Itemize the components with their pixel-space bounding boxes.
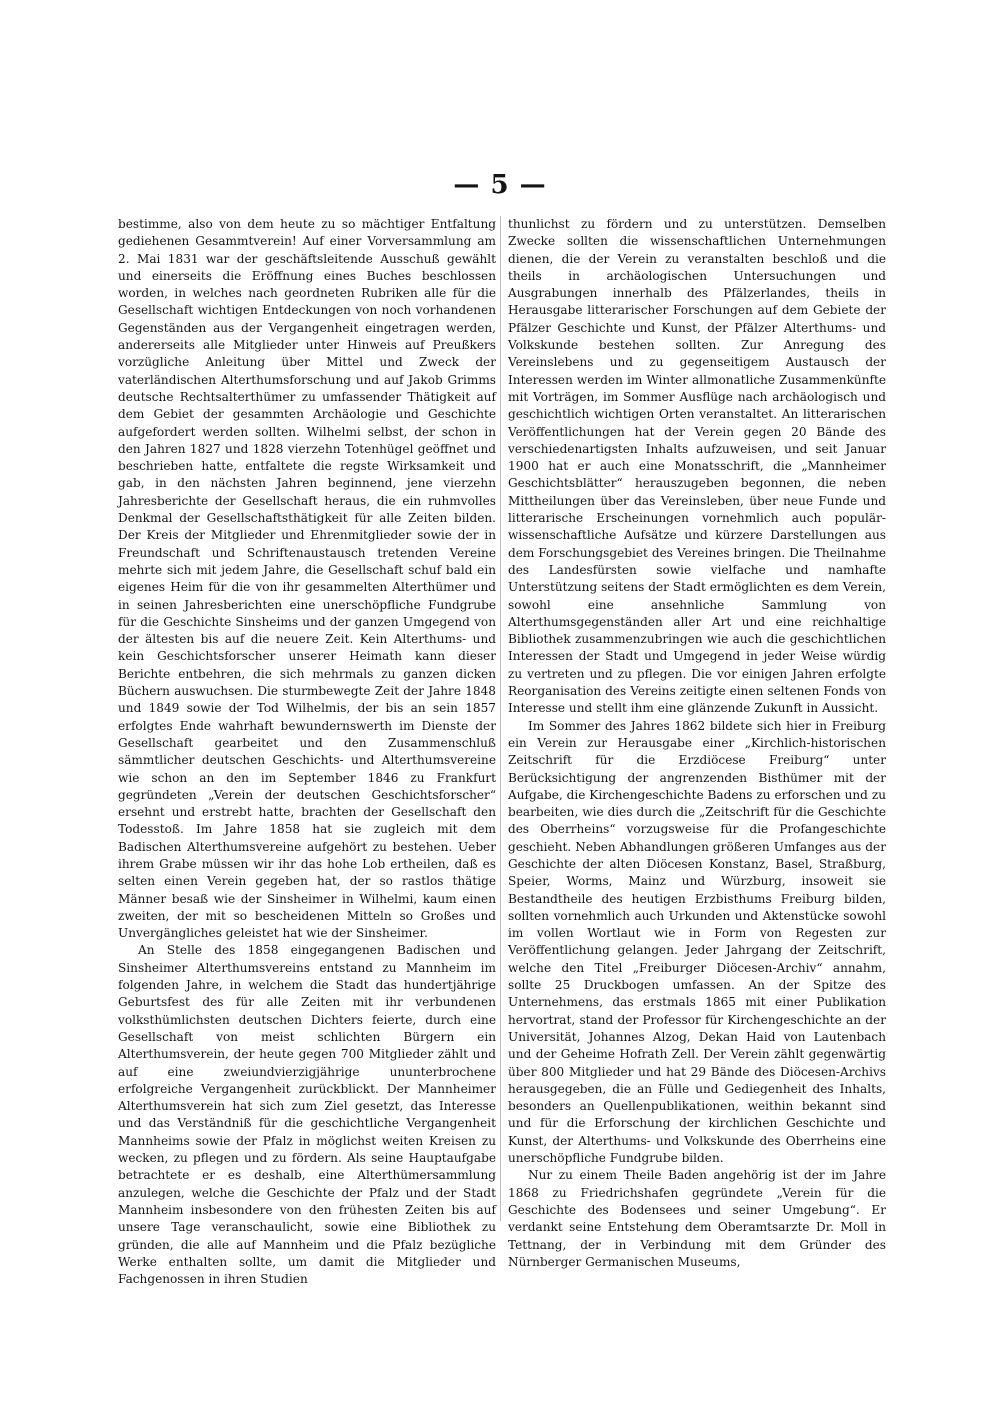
- left-column: [118, 216, 496, 1288]
- paragraph: Im Sommer des Jahres 1862 bildete sich hier in Freiburg ein Verein zur Herausgabe einer „Kirchlich-historischen Zeitschrift für die Erzdiöcese Freiburg“ unter Berücksichtigung der angrenzenden Bisthümer mit der Aufgabe, die Kirchengeschichte Badens zu erforschen und zu bearbeiten, wie dies durch die „Zeitschrift für die Geschichte des Oberrheins“ vorzugsweise für die Profangeschichte geschieht. Neben Abhandlungen größeren Umfanges aus der Geschichte der alten Diöcesen Konstanz, Basel, Straßburg, Speier, Worms, Mainz und Würzburg, insoweit sie Bestandtheile des heutigen Erzbisthums Freiburg bilden, sollten vornehmlich auch Urkunden und Aktenstücke sowohl im vollen Wortlaut wie in Form von Regesten zur Veröffentlichung gelangen. Jeder Jahrgang der Zeitschrift, welche den Titel „Freiburger Diöcesen-Archiv“ annahm, sollte 25 Druckbogen umfassen. An der Spitze des Unternehmens, das erstmals 1865 mit einer Publikation hervortrat, stand der Professor für Kirchengeschichte an der Universität, Johannes Alzog, Dekan Haid von Lautenbach und der Geheime Hofrath Zell. Der Verein zählt gegenwärtig über 800 Mitglieder und hat 29 Bände des Diöcesen-Archivs herausgegeben, die an Fülle und Gediegenheit des Inhalts, besonders an Quellenpublikationen, weithin bekannt sind und für die Erforschung der kirchlichen Geschichte und Kunst, der Alterthums- und Volkskunde des Oberrheins eine unerschöpfliche Fundgrube bilden.: [508, 718, 886, 1166]
- column-divider: [500, 216, 501, 1221]
- right-column: [508, 216, 886, 1271]
- paragraph: An Stelle des 1858 eingegangenen Badischen und Sinsheimer Alterthumsvereins entstand zu Mannheim im folgenden Jahre, in welchem die Stadt das hundertjährige Geburtsfest des für alle Zeiten mit ihr verbundenen volksthümlichsten deutschen Dichters feierte, durch eine Gesellschaft von meist schlichten Bürgern ein Alterthumsverein, der heute gegen 700 Mitglieder zählt und auf eine zweiundvierzigjährige ununterbrochene erfolgreiche Vergangenheit zurückblickt. Der Mannheimer Alterthumsverein hat sich zum Ziel gesetzt, das Interesse und das Verständniß für die geschichtliche Vergangenheit Mannheims sowie der Pfalz in möglichst weiten Kreisen zu wecken, zu pflegen und zu fördern. Als seine Hauptaufgabe betrachtete er es deshalb, eine Alterthümersammlung anzulegen, welche die Geschichte der Pfalz und der Stadt Mannheim insbesondere von den frühesten Zeiten bis auf unsere Tage veranschaulicht, sowie eine Bibliothek zu gründen, die alle auf Mannheim und die Pfalz bezügliche Werke enthalten sollte, um damit die Mitglieder und Fachgenossen in ihren Studien: [118, 943, 496, 1287]
- paragraph: thunlichst zu fördern und zu unterstützen. Demselben Zwecke sollten die wissenschaftlichen Unternehmungen dienen, die der Verein zu veranstalten beschloß und die theils in archäologischen Untersuchungen und Ausgrabungen innerhalb des Pfälzerlandes, theils in Herausgabe litterarischer Forschungen auf dem Gebiete der Pfälzer Geschichte und Kunst, der Pfälzer Alterthums- und Volkskunde bestehen sollten. Zur Anregung des Vereinslebens und zu gegenseitigem Austausch der Interessen werden im Winter allmonatliche Zusammenkünfte mit Vorträgen, im Sommer Ausflüge nach archäologisch und geschichtlich wichtigen Orten veranstaltet. An litterarischen Veröffentlichungen hat der Verein gegen 20 Bände des verschiedenartigsten Inhalts aufzuweisen, und seit Januar 1900 hat er auch eine Monatsschrift, die „Mannheimer Geschichtsblätter“ herauszugeben begonnen, die neben Mittheilungen über das Vereinsleben, über neue Funde und litterarische Erscheinungen vornehmlich auch populär-wissenschaftliche Aufsätze und kürzere Darstellungen aus dem Forschungsgebiet des Vereines bringen. Die Theilnahme des Landesfürsten sowie vielfache und namhafte Unterstützung seitens der Stadt ermöglichten es dem Verein, sowohl eine ansehnliche Sammlung von Alterthumsgegenständen aller Art und eine reichhaltige Bibliothek zusammenzubringen wie auch die geschichtlichen Interessen der Stadt und Umgegend in jeder Weise würdig zu vertreten und zu pflegen. Die vor einigen Jahren erfolgte Reorganisation des Vereins zeitigte einen seltenen Fonds von Interesse und stellt ihm eine glänzende Zukunft in Aussicht.: [508, 217, 886, 716]
- paragraph: Nur zu einem Theile Baden angehörig ist der im Jahre 1868 zu Friedrichshafen gegründete „Verein für die Geschichte des Bodensees und seiner Umgebung“. Er verdankt seine Entstehung dem Oberamtsarzte Dr. Moll in Tettnang, der in Verbindung mit dem Gründer des Nürnberger Germanischen Museums,: [508, 1168, 886, 1269]
- paragraph: bestimme, also von dem heute zu so mächtiger Entfaltung gediehenen Gesammtverein! Auf einer Vorversammlung am 2. Mai 1831 war der geschäftsleitende Ausschuß gewählt und einerseits die Eröffnung eines Buches beschlossen worden, in welches nach geordneten Rubriken alle für die Gesellschaft wichtigen Entdeckungen von noch vorhandenen Gegenständen aus der Vergangenheit eingetragen werden, andererseits alle Mitglieder unter Hinweis auf Preußkers vorzügliche Anleitung über Mittel und Zweck der vaterländischen Alterthumsforschung und auf Jakob Grimms deutsche Rechtsalterthümer zu umfassender Thätigkeit auf dem Gebiet der gesammten Archäologie und Geschichte aufgefordert werden sollten. Wilhelmi selbst, der schon in den Jahren 1827 und 1828 vierzehn Totenhügel geöffnet und beschrieben hatte, entfaltete die regste Wirksamkeit und gab, in den nächsten Jahren beginnend, jene vierzehn Jahresberichte der Gesellschaft heraus, die ein ruhmvolles Denkmal der Gesellschaftsthätigkeit für alle Zeiten bilden. Der Kreis der Mitglieder und Ehrenmitglieder sowie der in Freundschaft und Schriftenaustausch tretenden Vereine mehrte sich mit jedem Jahre, die Gesellschaft schuf bald ein eigenes Heim für die von ihr gesammelten Alterthümer und in seinen Jahresberichten eine unerschöpfliche Fundgrube für die Geschichte Sinsheims und der ganzen Umgegend von der ältesten bis auf die neuere Zeit. Kein Alterthums- und kein Geschichtsforscher unserer Heimath kann dieser Berichte entbehren, die sich mehrmals zu ganzen dicken Büchern auswuchsen. Die sturmbewegte Zeit der Jahre 1848 und 1849 sowie der Tod Wilhelmis, der bis an sein 1857 erfolgtes Ende wahrhaft bewundernswerth im Dienste der Gesellschaft gearbeitet und den Zusammenschluß sämmtlicher deutschen Geschichts- und Alterthumsvereine wie schon an den im September 1846 zu Frankfurt gegründeten „Verein der deutschen Geschichtsforscher“ ersehnt und erstrebt hatte, brachten der Gesellschaft den Todesstoß. Im Jahre 1858 hat sie zugleich mit dem Badischen Alterthumsvereine aufgehört zu bestehen. Ueber ihrem Grabe müssen wir ihr das hohe Lob ertheilen, daß es selten einen Verein gegeben hat, der so rastlos thätige Männer besaß wie der Sinsheimer in Wilhelmi, kaum einen zweiten, der mit so bescheidenen Mitteln so Großes und Unvergängliches geleistet hat wie der Sinsheimer.: [118, 217, 496, 941]
- page-number: — 5 —: [453, 170, 547, 200]
